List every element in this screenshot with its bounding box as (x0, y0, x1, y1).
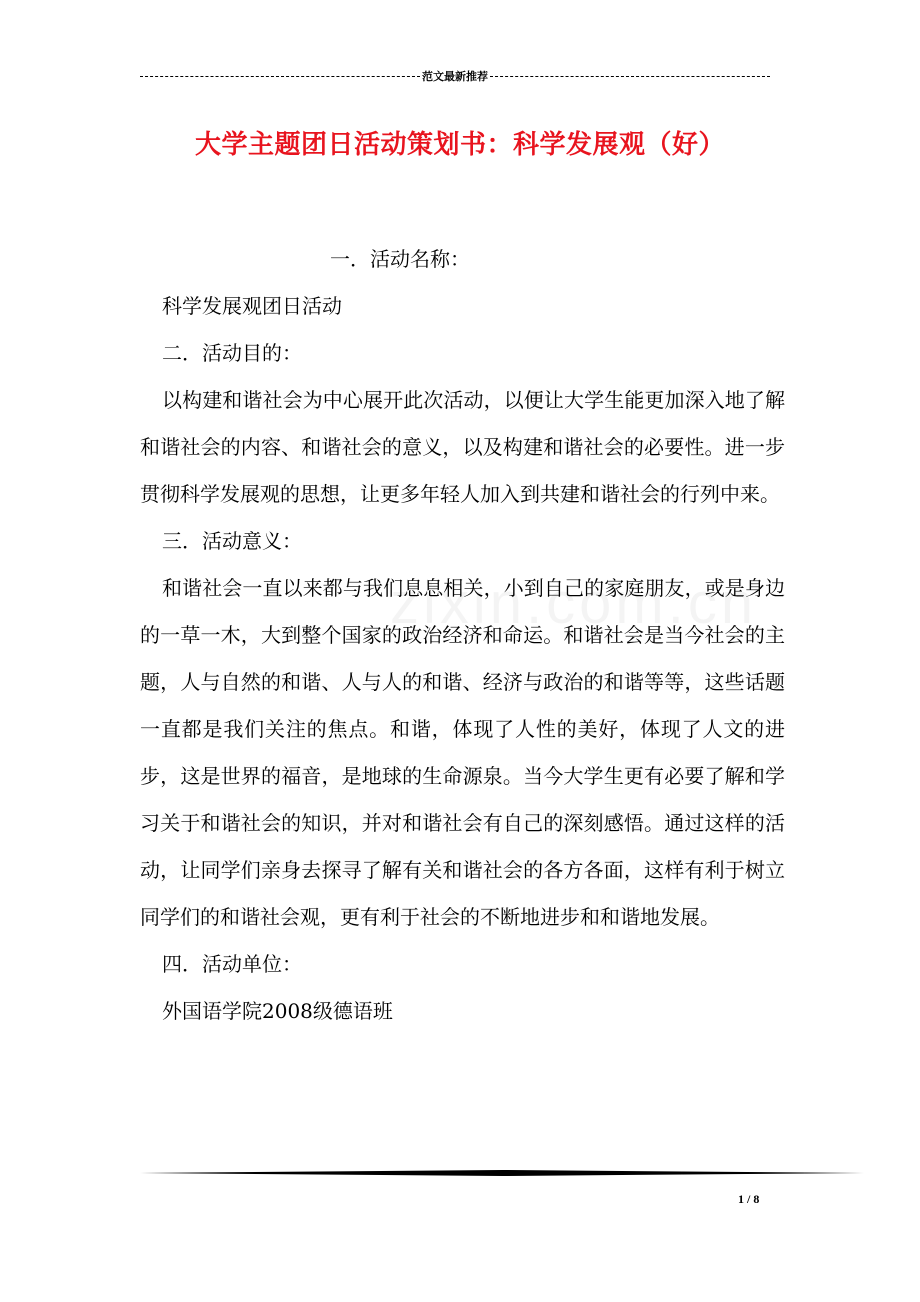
header-label: 范文最新推荐 (422, 70, 488, 83)
header-dash-right (490, 76, 770, 77)
section-2-body: 以构建和谐社会为中心展开此次活动，以便让大学生能更加深入地了解和谐社会的内容、和谐社会的意义，以及构建和谐社会的必要性。进一步贯彻科学发展观的思想，让更多年轻人加入到共建和谐社会的行列中来。 (140, 388, 785, 506)
section-3-heading: 三．活动意义： (162, 529, 302, 553)
section-1-heading: 一．活动名称： (330, 247, 470, 271)
section-4-heading: 四．活动单位： (162, 952, 302, 976)
page-number: 1 / 8 (738, 1192, 760, 1206)
section-4-body: 外国语学院2008级德语班 (162, 999, 393, 1023)
section-3-body: 和谐社会一直以来都与我们息息相关，小到自己的家庭朋友，或是身边的一草一木，大到整个国家的政治经济和命运。和谐社会是当今社会的主题，人与自然的和谐、人与人的和谐、经济与政治的和谐等等，这些话题一直都是我们关注的焦点。和谐，体现了人性的美好，体现了人文的进步，这是世界的福音，是地球的生命源泉。当今大学生更有必要了解和学习关于和谐社会的知识，并对和谐社会有自己的深刻感悟。通过这样的活动，让同学们亲身去探寻了解有关和谐社会的各方各面，这样有利于树立同学们的和谐社会观，更有利于社会的不断地进步和和谐地发展。 (140, 576, 785, 929)
header-dash-left (140, 76, 420, 77)
document-body (140, 236, 785, 1035)
section-1-body: 科学发展观团日活动 (162, 294, 342, 318)
footer-rule (140, 1170, 864, 1176)
section-2-heading: 二．活动目的： (162, 341, 302, 365)
page-header (140, 68, 770, 84)
document-title: 大学主题团日活动策划书：科学发展观（好） (194, 130, 725, 160)
